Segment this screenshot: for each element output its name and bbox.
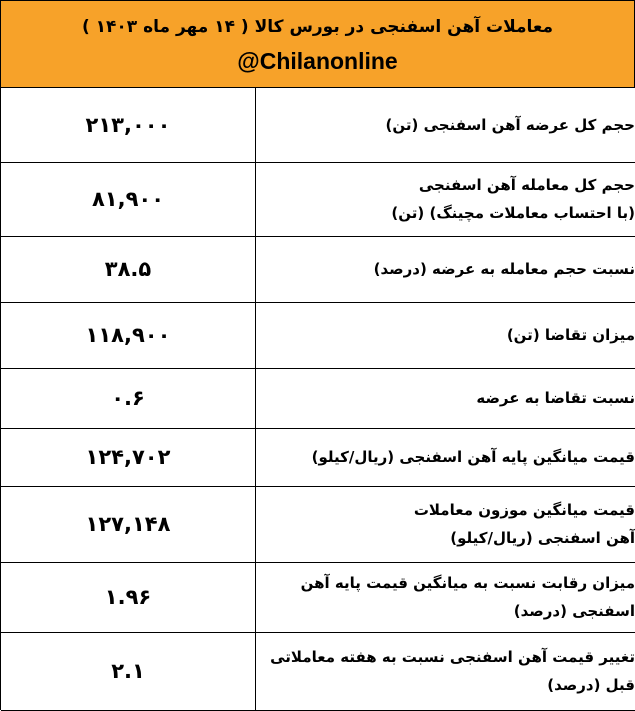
row-label-line: نسبت تقاضا به عرضه xyxy=(262,384,635,412)
row-label xyxy=(256,632,635,710)
row-label-line: نسبت حجم معامله به عرضه (درصد) xyxy=(262,255,635,283)
table-row xyxy=(1,428,635,486)
row-label xyxy=(256,302,635,368)
row-value: ۲.۱ xyxy=(1,632,256,710)
channel-handle: @Chilanonline xyxy=(237,46,397,76)
row-label xyxy=(256,486,635,562)
row-value: ۰.۶ xyxy=(1,368,256,428)
table-row xyxy=(1,162,635,236)
table-row xyxy=(1,632,635,710)
row-label-line: آهن اسفنجی (ریال/کیلو) xyxy=(262,524,635,552)
table-row xyxy=(1,236,635,302)
row-label-line: حجم کل عرضه آهن اسفنجی (تن) xyxy=(262,111,635,139)
row-label-line: تغییر قیمت آهن اسفنجی نسبت به هفته معاملاتی xyxy=(262,643,635,671)
row-value: ۱.۹۶ xyxy=(1,562,256,632)
stats-table xyxy=(1,88,635,711)
row-label xyxy=(256,88,635,162)
row-label xyxy=(256,236,635,302)
row-label xyxy=(256,562,635,632)
table-row xyxy=(1,562,635,632)
row-label-line: (با احتساب معاملات مچینگ) (تن) xyxy=(262,199,635,227)
table-row xyxy=(1,302,635,368)
row-label-line: قیمت میانگین پایه آهن اسفنجی (ریال/کیلو) xyxy=(262,443,635,471)
row-label xyxy=(256,368,635,428)
table-row xyxy=(1,88,635,162)
row-value: ۲۱۳,۰۰۰ xyxy=(1,88,256,162)
row-value: ۳۸.۵ xyxy=(1,236,256,302)
table-header xyxy=(1,1,635,88)
row-label-line: حجم کل معامله آهن اسفنجی xyxy=(262,171,635,199)
table-title: معاملات آهن اسفنجی در بورس کالا ( ۱۴ مهر ماه ۱۴۰۳ ) xyxy=(82,12,553,42)
row-label-line: قبل (درصد) xyxy=(262,671,635,699)
row-value: ۱۲۷,۱۴۸ xyxy=(1,486,256,562)
row-label xyxy=(256,162,635,236)
row-value: ۱۲۴,۷۰۲ xyxy=(1,428,256,486)
row-label-line: اسفنجی (درصد) xyxy=(262,597,635,625)
row-label xyxy=(256,428,635,486)
row-label-line: میزان تقاضا (تن) xyxy=(262,321,635,349)
table-row xyxy=(1,486,635,562)
table-row xyxy=(1,368,635,428)
row-label-line: میزان رقابت نسبت به میانگین قیمت پایه آهن xyxy=(262,569,635,597)
row-value: ۸۱,۹۰۰ xyxy=(1,162,256,236)
row-label-line: قیمت میانگین موزون معاملات xyxy=(262,496,635,524)
row-value: ۱۱۸,۹۰۰ xyxy=(1,302,256,368)
